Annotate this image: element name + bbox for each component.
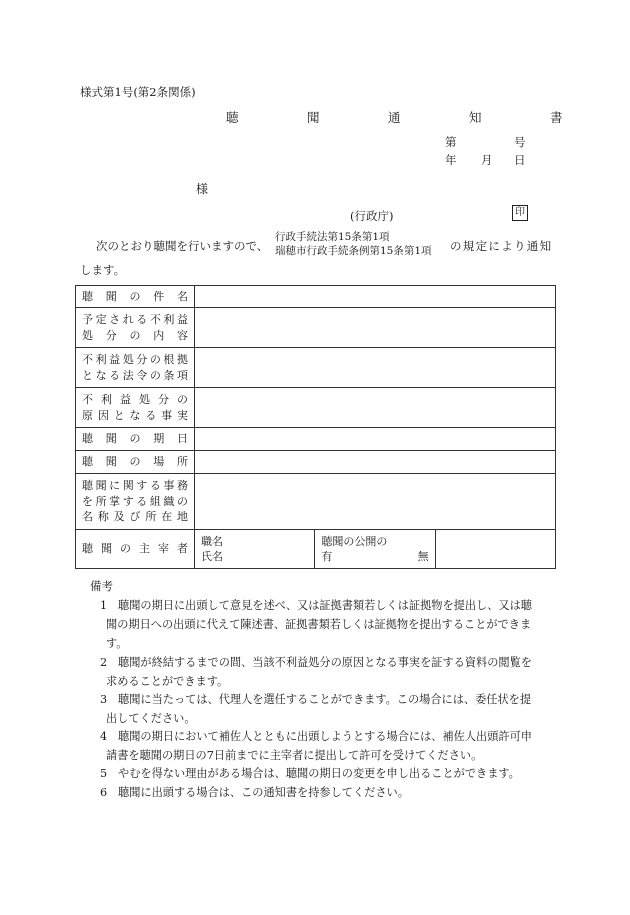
public-hearing-field[interactable] (435, 530, 555, 569)
presider-position-label: 職名 (201, 534, 223, 548)
notes-heading: 備考 (90, 579, 113, 593)
hearing-subject-field[interactable] (195, 286, 556, 308)
row-label: 不 利 益 処 分 の 原因となる事実 (76, 388, 195, 428)
row-label: 聴 聞 の 場 所 (76, 451, 195, 474)
table-row (76, 428, 556, 451)
date-day: 日 (514, 153, 526, 167)
seal-mark: 印 (512, 205, 528, 221)
row-label: 聴 聞 の 期 日 (76, 428, 195, 451)
table-row (76, 388, 556, 428)
note-item: 4 聴聞の期日において補佐人とともに出頭しようとする場合には、補佐人出頭許可申 請書を聴聞の期日の7日前までに主宰者に提出して許可を受けてください。 (100, 730, 532, 762)
law-reference-1: 行政手続法第15条第1項 (275, 231, 390, 243)
table-row (76, 474, 556, 530)
date-year: 年 (445, 153, 457, 167)
planned-disposition-field[interactable] (195, 308, 556, 348)
row-label: 聴聞に関する事務 を所掌する組織の 名称及び所在地 (76, 474, 195, 530)
number-prefix: 第 (445, 135, 457, 149)
agency-label: (行政庁) (350, 209, 394, 223)
row-label: 聴 聞 の 件 名 (76, 286, 195, 308)
note-item: 3 聴聞に当たっては、代理人を選任することができます。この場合には、委任状を提 出してください。 (100, 693, 532, 725)
intro-text-1: 次のとおり聴聞を行いますので、 (96, 239, 269, 253)
note-item: 5 やむを得ない理由がある場合は、聴聞の期日の変更を申し出ることができます。 (100, 767, 520, 780)
office-info-field[interactable] (195, 474, 556, 530)
row-label: 不利益処分の根拠 となる法令の条項 (76, 348, 195, 388)
presider-label: 聴 聞 の 主 宰 者 (76, 530, 195, 569)
presider-name-label: 氏名 (201, 550, 223, 563)
intro-text-2: の規定により通知 (450, 239, 553, 253)
table-row (76, 286, 556, 308)
note-item: 2 聴聞が終結するまでの間、当該不利益処分の原因となる事実を証する資料の閲覧を 求めることができます。 (100, 656, 532, 688)
addressee-suffix: 様 (196, 182, 209, 196)
date-month: 月 (481, 153, 493, 167)
legal-basis-field[interactable] (195, 348, 556, 388)
table-row (76, 308, 556, 348)
table-row (76, 348, 556, 388)
presider-field[interactable] (195, 530, 315, 569)
row-label: 予定される不利益 処 分 の 内 容 (76, 308, 195, 348)
document-title: 聴 聞 通 知 書 (226, 110, 591, 125)
intro-text-3: します。 (80, 263, 126, 277)
hearing-details-table (75, 285, 556, 569)
table-row (76, 530, 556, 569)
law-reference-2: 瑞穂市行政手続条例第15条第1項 (275, 245, 432, 257)
hearing-place-field[interactable] (195, 451, 556, 474)
form-number: 様式第1号(第2条関係) (80, 85, 196, 99)
note-item: 6 聴聞に出頭する場合は、この通知書を持参してください。 (100, 786, 409, 799)
cause-facts-field[interactable] (195, 388, 556, 428)
law-reference-stack (275, 230, 432, 258)
hearing-date-field[interactable] (195, 428, 556, 451)
note-item: 1 聴聞の期日に出頭して意見を述べ、又は証拠書類若しくは証拠物を提出し、又は聴 聞の期日への出頭に代えて陳述書、証拠書類若しくは証拠物を提出することができま す。 (100, 599, 532, 650)
table-row (76, 451, 556, 474)
public-hearing-label: 聴聞の公開の 有 無 (315, 530, 435, 569)
number-suffix: 号 (514, 135, 526, 149)
